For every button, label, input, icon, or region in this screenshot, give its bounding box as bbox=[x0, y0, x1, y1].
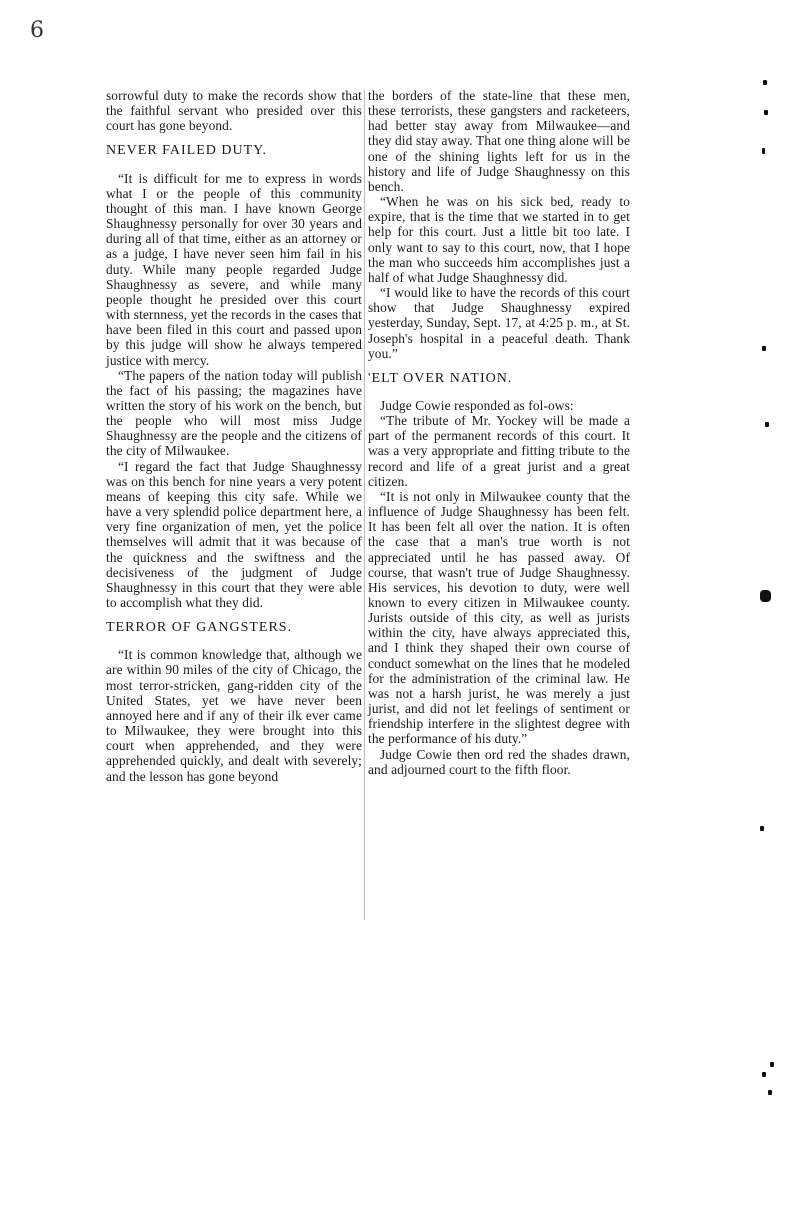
scan-speck bbox=[764, 110, 768, 115]
scan-speck bbox=[760, 826, 764, 831]
paragraph: Judge Cowie responded as fol-ows: bbox=[380, 397, 574, 413]
subheading-never-failed-duty: NEVER FAILED DUTY. bbox=[106, 143, 267, 159]
paragraph: Judge Cowie then ord red the shades drawn, and adjourned court to the fifth floor. bbox=[368, 746, 630, 777]
paragraph: “The papers of the nation today will publish the fact of his passing; the magazines have written the story of his work on the bench, but the people who will most miss Judge Shaughnessy are the people and the citizens of the city of Milwaukee. bbox=[106, 367, 362, 459]
page-number-handwritten: 6 bbox=[30, 18, 44, 43]
column-divider bbox=[364, 90, 365, 920]
subheading-felt-over-nation: 'ELT OVER NATION. bbox=[368, 370, 513, 386]
paragraph: “It is common knowledge that, although we are within 90 miles of the city of Chicago, the most terror-stricken, gang-ridden city of the United States, yet we have never been annoyed here and if any of their ilk ever came to Milwaukee, they were brought into this court when apprehended, and they were apprehended quickly, and dealt with severely; and the lesson has gone beyond bbox=[106, 647, 362, 784]
right-column bbox=[368, 88, 630, 777]
paragraph: “It is difficult for me to express in words what I or the people of this community thought of this man. I have known George Shaughnessy personally for over 30 years and during all of that time, either as an attorney or as a judge, I have never seen him fail in his duty. While many people regarded Judge Shaughnessy as severe, and while many people thought he presided over this court with sternness, yet the records in the cases that have been filed in this court and passed upon by this judge will show he always tempered justice with mercy. bbox=[106, 170, 362, 368]
paragraph: “I would like to have the records of this court show that Judge Shaughnessy expired yesterday, Sunday, Sept. 17, at 4:25 p. m., at St. Joseph's hospital in a peaceful death. Thank you.” bbox=[368, 285, 630, 361]
left-column bbox=[106, 88, 362, 784]
scan-speck bbox=[768, 1090, 772, 1095]
paragraph: “I regard the fact that Judge Shaughnessy was on this bench for nine years a very potent means of keeping this city safe. While we have a very splendid police department here, a very fine organization of men, yet the police themselves will admit that it was because of the quickness and the swiftness and the decisiveness of the judgment of Judge Shaughnessy in this court that they were able to accomplish what they did. bbox=[106, 458, 362, 610]
paragraph: “When he was on his sick bed, ready to expire, that is the time that we started in to get help for this court. Just a little bit too late. I only want to say to this court, now, that I hope the man who succeeds him accomplishes just a half of what Judge Shaughnessy did. bbox=[368, 194, 630, 285]
paragraph: “The tribute of Mr. Yockey will be made a part of the permanent records of this court. It was a very appropriate and fitting tribute to the record and life of a great jurist and a great citizen. bbox=[368, 413, 630, 489]
scan-speck bbox=[762, 1072, 766, 1077]
continued-paragraph: the borders of the state-line that these men, these terrorists, these gangsters and racketeers, had better stay away from Milwaukee—and they did stay away. That one thing alone will be one of the shining lights left for us in the history and life of Judge Shaughnessy on this bench. bbox=[368, 88, 630, 194]
paragraph: “It is not only in Milwaukee county that the influence of Judge Shaughnessy has been felt. It has been felt all over the nation. It is often the case that a man's true worth is not appreciated until he has passed away. Of course, that wasn't true of Judge Shaughnessy. His services, his devotion to duty, were well known to every citizen in Milwaukee county. Jurists outside of this city, as well as jurists within the city, have always appreciated this, and I think they shaped their own course of conduct somewhat on the lines that he modeled for the administration of the criminal law. He was not a harsh jurist, he was merely a just jurist, and did not let feelings of sentiment or friendship interfere in the slightest degree with the performance of his duty.” bbox=[368, 488, 630, 747]
scan-blot bbox=[760, 590, 771, 602]
scan-speck bbox=[763, 80, 767, 85]
scan-speck bbox=[762, 148, 765, 154]
scan-speck bbox=[765, 422, 769, 427]
subheading-terror-of-gangsters: TERROR OF GANGSTERS. bbox=[106, 620, 293, 636]
scan-speck bbox=[770, 1062, 774, 1067]
scan-speck bbox=[762, 346, 766, 351]
opening-paragraph: sorrowful duty to make the records show that the faithful servant who presided over this court has gone beyond. bbox=[106, 88, 362, 134]
